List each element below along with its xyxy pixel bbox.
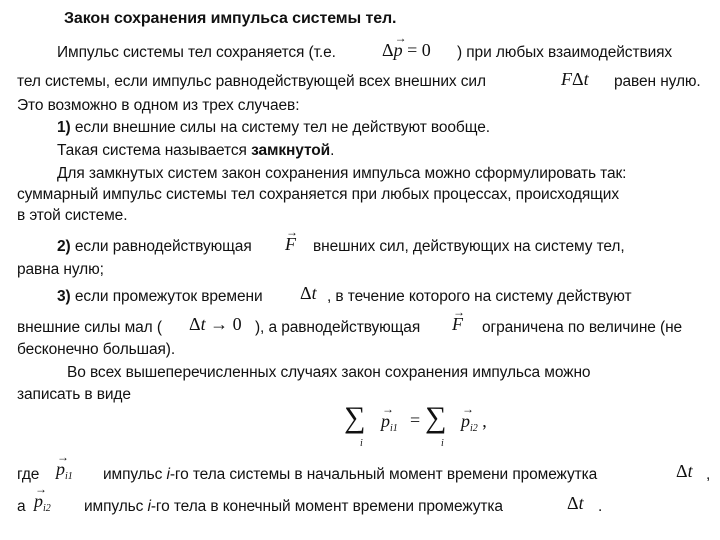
closed-law-line1: Для замкнутых систем закон сохранения импульса можно сформулировать так: [57, 165, 627, 182]
para1-line2-start: тел системы, если импульс равнодействующей всех внешних сил [17, 73, 486, 90]
para1-line1-start: Импульс системы тел сохраняется (т.е. [57, 44, 336, 61]
formula-F-vector-2: → F [452, 314, 463, 334]
where-line2-text: импульс i-го тела в конечный момент времени промежутка [84, 498, 503, 515]
closed-law-line3: в этой системе. [17, 207, 128, 224]
sum-symbol-left: ∑ [344, 401, 366, 434]
para1-line1-end: ) при любых взаимодействиях [457, 44, 673, 61]
case3-line1-start: 3) если промежуток времени [57, 288, 263, 305]
formula-delta-t-to-zero: Δt → 0 [189, 314, 242, 334]
document-title: Закон сохранения импульса системы тел. [64, 10, 397, 27]
case2-line1-end: внешних сил, действующих на систему тел, [313, 238, 625, 255]
p-i1-symbol: → $p_{i1}$ [56, 459, 73, 487]
sum-symbol-right: ∑ [425, 401, 447, 434]
case1-line2: Такая система называется замкнутой. [57, 142, 335, 159]
summary-line2: записать в виде [17, 386, 131, 403]
case3-line2-end: ограничена по величине (не [482, 319, 683, 336]
case3-line2-mid: ), а равнодействующая [255, 319, 421, 336]
equals-sign: = [410, 410, 421, 430]
formula-delta-t-3: Δt [567, 493, 584, 513]
p-i2-term: → $p_{i2}$ , [461, 411, 487, 439]
p-i1-term: → $p_{i1}$ [381, 411, 398, 439]
case1-line1: 1) если внешние силы на систему тел не действуют вообще. [57, 119, 490, 136]
case2-line2: равна нулю; [17, 261, 104, 278]
case3-line3: бесконечно большая). [17, 341, 176, 358]
p-i2-symbol: → $p_{i2}$ [34, 491, 51, 519]
where-line2-label: а [17, 498, 26, 515]
para1-line3: Это возможно в одном из трех случаев: [17, 97, 300, 114]
where-line1-text: импульс i-го тела системы в начальный момент времени промежутка [103, 466, 598, 483]
case2-line1-start: 2) если равнодействующая [57, 238, 252, 255]
para1-line2-end: равен нулю. [614, 73, 701, 90]
formula-F-delta-t: FΔt [561, 69, 589, 89]
where-line2-period: . [598, 498, 603, 515]
where-line1-comma: , [706, 466, 711, 483]
formula-delta-t-1: Δt [300, 283, 317, 303]
closed-law-line2: суммарный импульс системы тел сохраняется при любых процессах, происходящих [17, 186, 619, 203]
case3-line2-start: внешние силы мал ( [17, 319, 162, 336]
sum-index-left: i [360, 438, 363, 449]
sum-index-right: i [441, 438, 444, 449]
formula-delta-t-2: Δt [676, 461, 693, 481]
case3-line1-end: , в течение которого на систему действуют [327, 288, 632, 305]
where-label: где [17, 466, 40, 483]
summary-line1: Во всех вышеперечисленных случаях закон сохранения импульса можно [67, 364, 591, 381]
formula-F-vector-1: → F [285, 234, 296, 254]
formula-delta-p-zero: Δ→ p = 0 [382, 40, 431, 60]
